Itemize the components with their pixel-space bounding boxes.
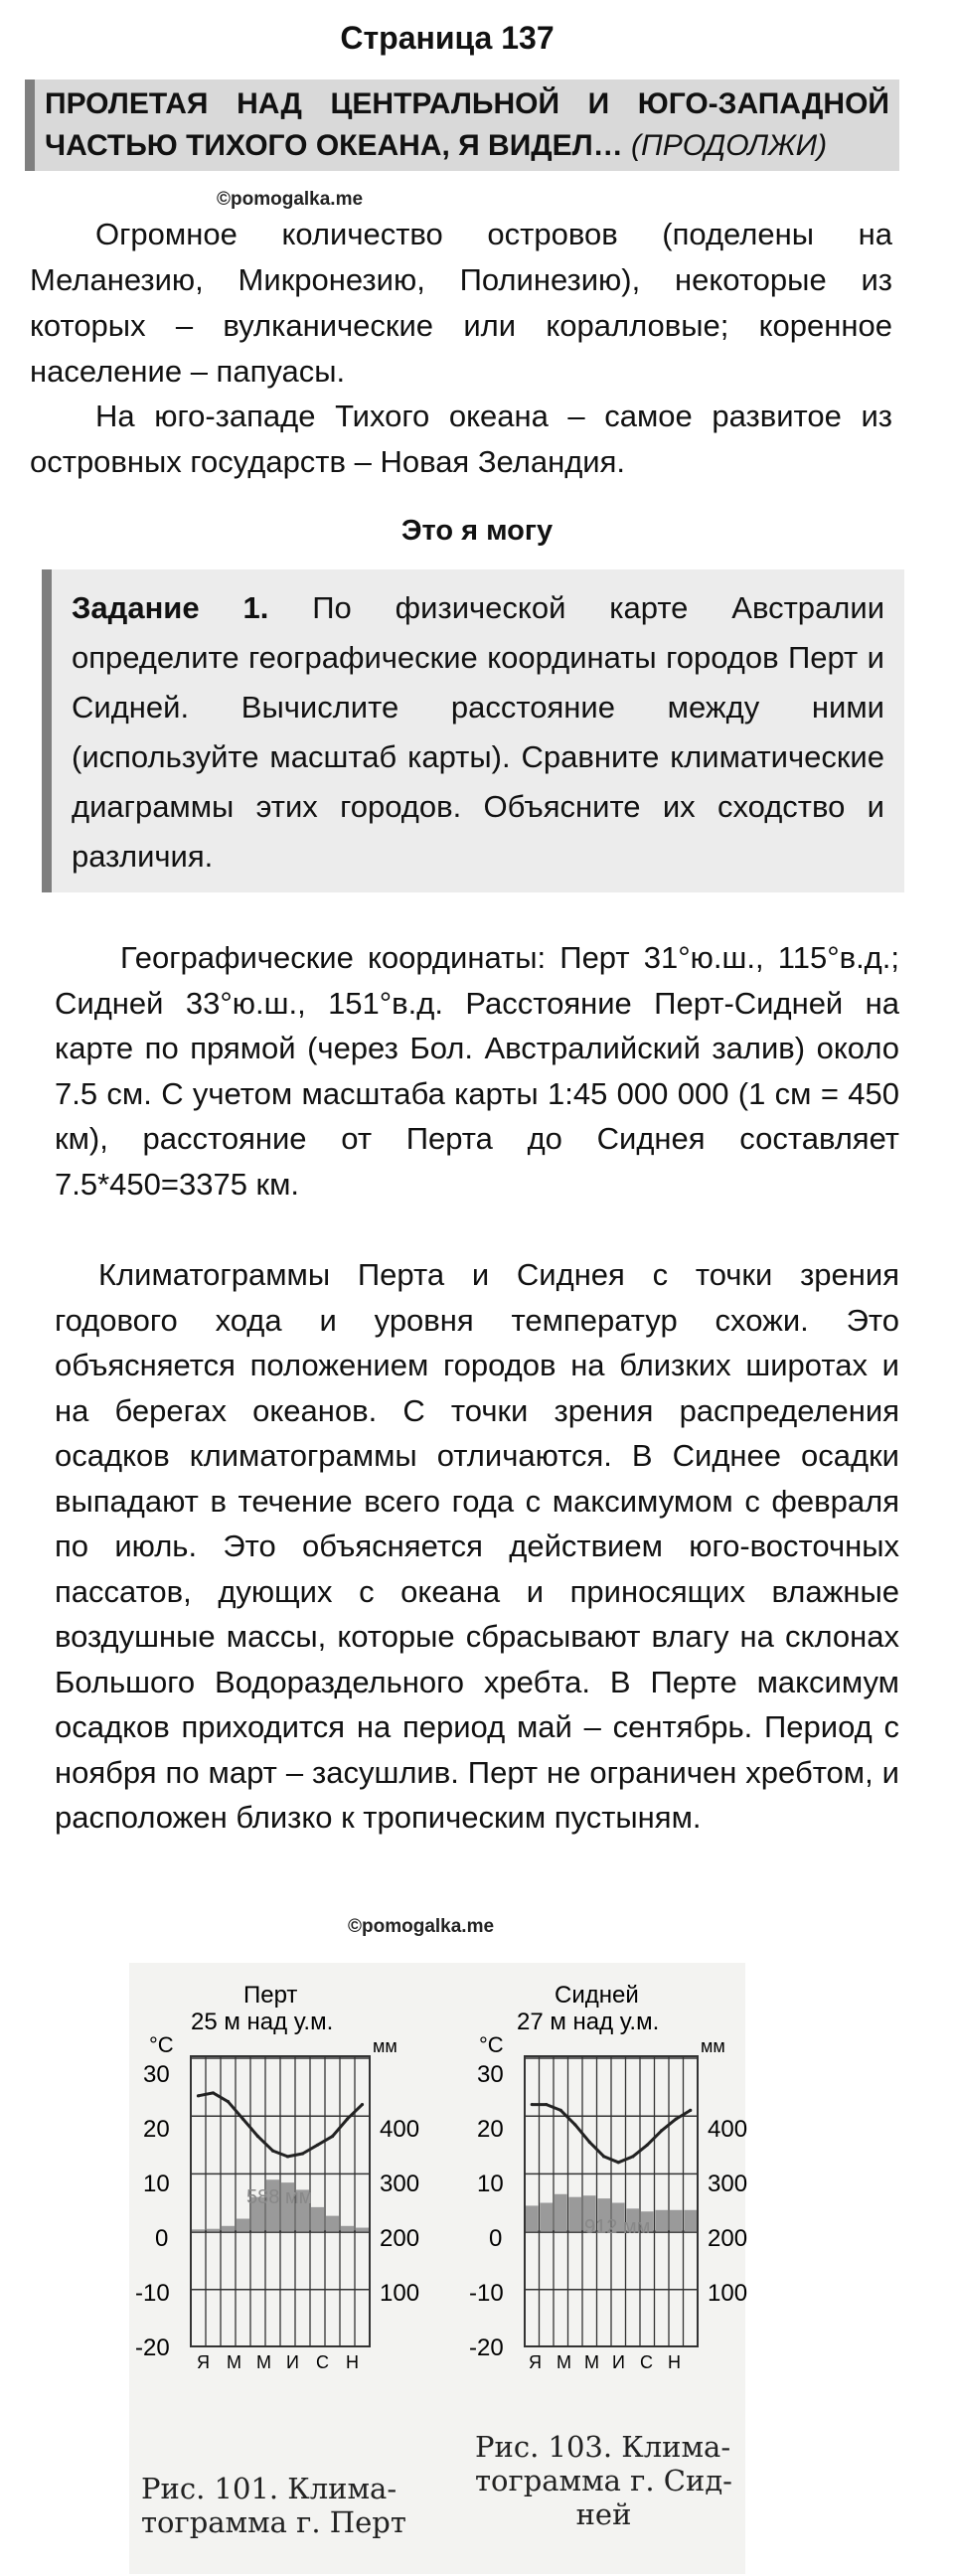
section-heading-main: ПРОЛЕТАЯ НАД ЦЕНТРАЛЬНОЙ И ЮГО-ЗАПАДНОЙ ЧАСТЬЮ ТИХОГО ОКЕАНА, Я ВИДЕЛ… <box>45 87 889 162</box>
perth-temperature-point <box>361 2103 364 2106</box>
sydney-temperature-point <box>675 2118 678 2121</box>
perth-tick-400: 400 <box>380 2116 420 2143</box>
perth-tick-m10: -10 <box>135 2280 170 2307</box>
perth-temperature-point <box>271 2150 274 2153</box>
perth-month-6: Н <box>346 2352 359 2372</box>
perth-temperature-point <box>316 2144 319 2147</box>
perth-tick-20: 20 <box>143 2116 170 2143</box>
sydney-temperature-point <box>531 2103 534 2106</box>
paragraph-2: На юго-западе Тихого океана – самое развитое из островных государств – Новая Зеландия. <box>30 399 892 479</box>
sydney-month-5: С <box>640 2352 653 2372</box>
perth-elevation: 25 м над у.м. <box>191 2009 334 2035</box>
perth-month-labels <box>197 2352 359 2372</box>
task-label: Задание 1. <box>72 590 269 625</box>
perth-tick-300: 300 <box>380 2171 420 2197</box>
sydney-temperature-point <box>631 2155 634 2158</box>
perth-temperature-point <box>346 2118 349 2121</box>
perth-temperature-point <box>227 2100 230 2103</box>
sydney-temperature-point <box>559 2109 562 2112</box>
perth-temperature-point <box>197 2094 200 2097</box>
paragraph-1: Огромное количество островов (поделены на Меланезию, Микронезию, Полинезию), некоторые из которых – вулканические или коралловые; коренное население – папуасы. <box>30 217 892 389</box>
perth-precip-bar <box>237 2219 249 2232</box>
perth-temperature-point <box>212 2091 215 2094</box>
perth-precip-unit: мм <box>373 2036 398 2056</box>
sydney-precip-bar <box>685 2210 698 2232</box>
perth-precip-bar <box>326 2216 339 2232</box>
sydney-precip-bar <box>656 2210 669 2232</box>
sydney-month-2: М <box>556 2352 571 2372</box>
sydney-temperature-point <box>545 2103 548 2106</box>
perth-tick-0: 0 <box>155 2225 169 2252</box>
sydney-tick-300: 300 <box>708 2171 748 2197</box>
sydney-precip-bar <box>569 2197 582 2232</box>
sydney-tick-0: 0 <box>489 2225 503 2252</box>
perth-tick-30: 30 <box>143 2061 170 2088</box>
sydney-temperature-point <box>617 2161 620 2164</box>
sydney-caption-line-1: Рис. 103. Клима- <box>475 2430 731 2464</box>
sydney-tick-30: 30 <box>477 2061 504 2088</box>
sydney-temperature-point <box>602 2155 605 2158</box>
perth-month-3: М <box>256 2352 271 2372</box>
perth-temperature-point <box>331 2135 334 2138</box>
sydney-right-ticks <box>708 2116 747 2307</box>
sydney-tick-400: 400 <box>708 2116 748 2143</box>
perth-precip-bar <box>356 2228 369 2232</box>
perth-month-2: М <box>227 2352 241 2372</box>
section-heading-suffix: (ПРОДОЛЖИ) <box>631 129 828 162</box>
sydney-precip-bar <box>670 2210 683 2232</box>
perth-temperature-point <box>286 2155 289 2158</box>
sydney-caption <box>475 2430 732 2531</box>
perth-precip-bar <box>207 2229 220 2232</box>
sydney-tick-m10: -10 <box>469 2280 504 2307</box>
perth-temp-unit: °C <box>149 2032 174 2057</box>
sydney-precip-unit: мм <box>701 2036 725 2056</box>
sydney-temperature-point <box>573 2123 576 2126</box>
sydney-climatogram <box>469 1973 765 2410</box>
perth-month-1: Я <box>197 2352 210 2372</box>
sydney-caption-line-2: тограмма г. Сид- <box>475 2464 732 2497</box>
perth-month-4: И <box>286 2352 299 2372</box>
sydney-tick-m20: -20 <box>469 2334 504 2361</box>
sydney-plot-area <box>525 2056 698 2346</box>
perth-precip-bar <box>311 2207 324 2232</box>
sydney-caption-line-3: ней <box>575 2497 632 2531</box>
sydney-precip-bar <box>526 2205 539 2231</box>
perth-temperature-point <box>256 2135 259 2138</box>
section-heading <box>25 80 899 171</box>
sydney-tick-100: 100 <box>708 2280 748 2307</box>
sydney-elevation: 27 м над у.м. <box>517 2009 660 2035</box>
sydney-tick-10: 10 <box>477 2171 504 2197</box>
sydney-temperature-point <box>660 2129 663 2132</box>
perth-tick-10: 10 <box>143 2171 170 2197</box>
page-title: Страница 137 <box>340 20 555 56</box>
perth-right-ticks <box>380 2116 419 2307</box>
task-box <box>42 569 904 892</box>
sydney-tick-20: 20 <box>477 2116 504 2143</box>
watermark-2: ©pomogalka.me <box>348 1916 495 1937</box>
perth-tick-200: 200 <box>380 2225 420 2252</box>
sydney-temperature-point <box>689 2109 692 2112</box>
sydney-total: 912 мм <box>584 2216 651 2238</box>
sydney-month-4: И <box>612 2352 625 2372</box>
sydney-month-1: Я <box>529 2352 542 2372</box>
perth-temperature-point <box>241 2118 244 2121</box>
sydney-month-6: Н <box>668 2352 681 2372</box>
perth-temperature-point <box>301 2152 304 2155</box>
perth-tick-100: 100 <box>380 2280 420 2307</box>
sydney-precip-bar <box>555 2194 567 2232</box>
perth-caption <box>141 2472 406 2539</box>
perth-month-5: С <box>316 2352 329 2372</box>
answer-paragraph-1: Географические координаты: Перт 31°ю.ш., 115°в.д.; Сидней 33°ю.ш., 151°в.д. Расстояние Перт-Сидней на карте по прямой (через Бол. Австралийский залив) около 7.5 см. С учетом масштаба карты 1:45 000 000 (1 см = 450 км), расстояние от Перта до Сиднея составляет 7.5*450=3375 км. <box>55 940 899 1202</box>
sydney-temperature-point <box>588 2141 591 2144</box>
perth-tick-m20: -20 <box>135 2334 170 2361</box>
sydney-temperature-point <box>646 2144 649 2147</box>
perth-precip-bar <box>192 2229 205 2231</box>
sydney-month-labels <box>529 2352 681 2372</box>
subheading: Это я могу <box>400 515 554 547</box>
perth-total: 588 мм <box>246 2186 313 2208</box>
perth-climatogram <box>129 1973 447 2430</box>
perth-left-ticks <box>135 2061 170 2361</box>
perth-caption-line-2: тограмма г. Перт <box>141 2505 406 2539</box>
perth-city: Перт <box>243 1982 298 2009</box>
sydney-precip-bar <box>541 2203 554 2232</box>
sydney-city: Сидней <box>555 1982 639 2009</box>
task-text: По физической карте Австралии определите географические координаты городов Перт и Сидней. Вычислите расстояние между ними (используйте масштаб карты). Сравните климатические диаграммы этих городов. Объясните их сходство и различия. <box>72 590 885 874</box>
perth-caption-line-1: Рис. 101. Клима- <box>141 2472 398 2505</box>
perth-precip-bar <box>341 2226 354 2232</box>
answer-paragraph-2: Климатограммы Перта и Сиднея с точки зрения годового хода и уровня температур схожи. Это объясняется положением городов на близких широтах и на берегах океанов. С точки зрения распределения осадков климатограммы отличаются. В Сиднее осадки выпадают в течение всего года с максимумом с февраля по июль. Это объясняется действием юго-восточных пассатов, дующих с океана и приносящих влажные воздушные массы, которые сбрасывают влагу на склонах Большого Водораздельного хребта. В Перте максимум осадков приходится на период май – сентябрь. Период с ноября по март – засушлив. Перт не ограничен хребтом, и расположен близко к тропическим пустыням. <box>55 1257 899 1835</box>
sydney-tick-200: 200 <box>708 2225 748 2252</box>
sydney-temp-unit: °C <box>479 2032 504 2057</box>
watermark: ©pomogalka.me <box>217 189 364 210</box>
perth-precip-bar <box>222 2226 235 2232</box>
sydney-month-3: М <box>584 2352 599 2372</box>
